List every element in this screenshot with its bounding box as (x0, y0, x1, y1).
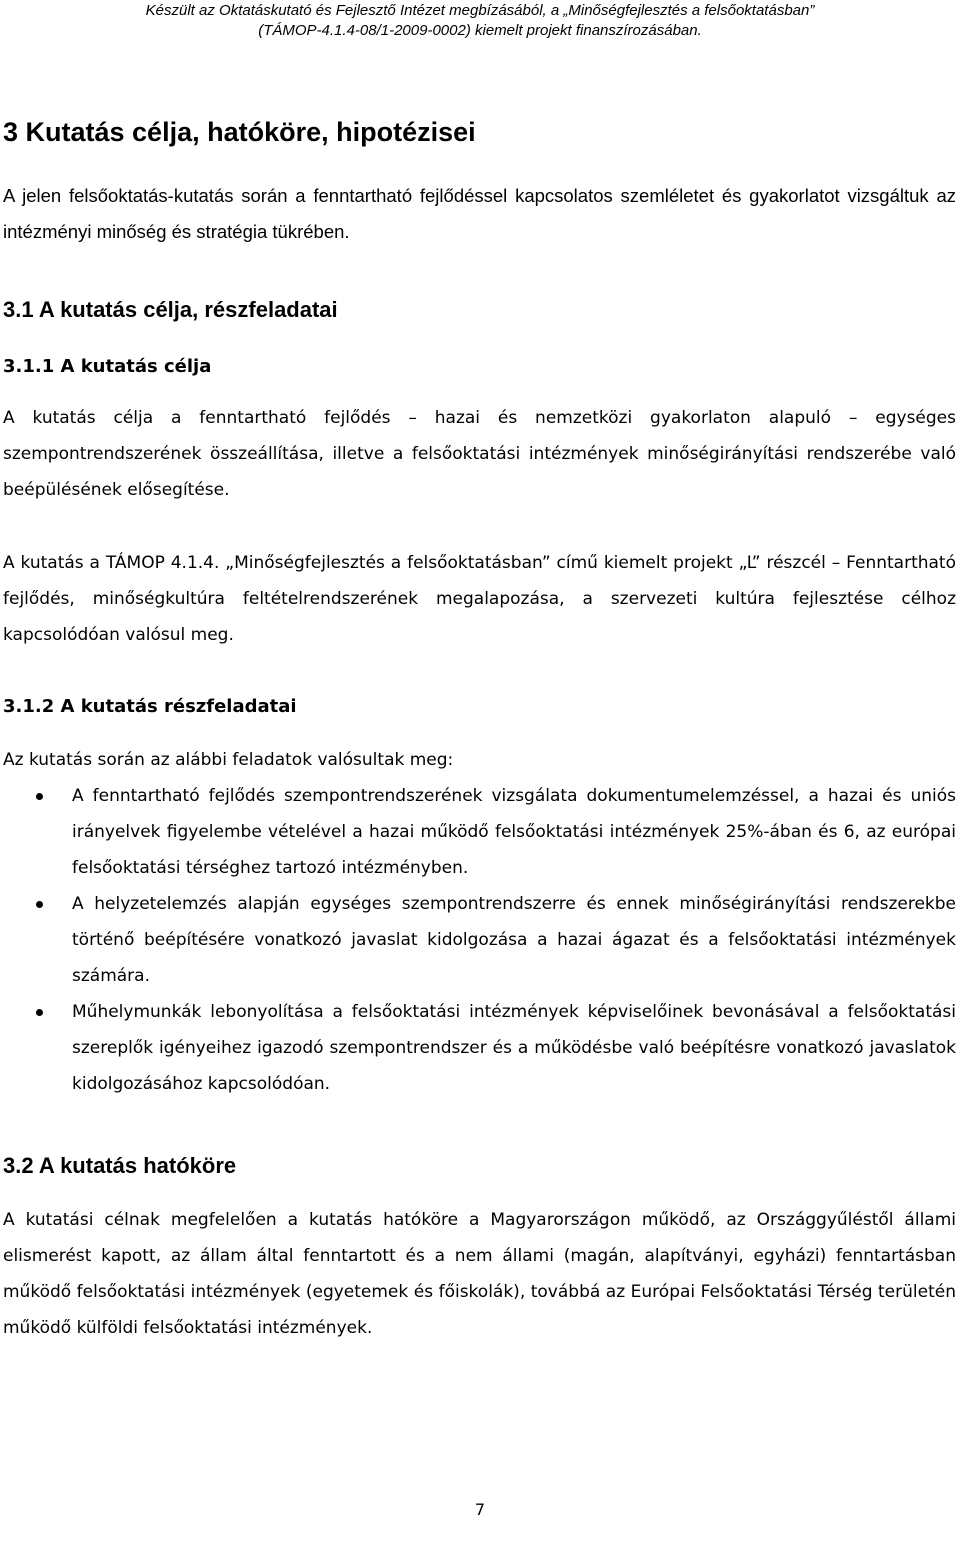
bullet-icon (36, 901, 43, 908)
section-3-1-1-paragraph-2: A kutatás a TÁMOP 4.1.4. „Minőségfejlesztés a felsőoktatásban” című kiemelt projekt „L” részcél – Fenntartható fejlődés, minőségkultúra feltételrendszerének megalapozása, a szervezeti kultúra fejlesztése célhoz kapcsolódóan valósul meg. (3, 553, 956, 645)
section-3-2-heading: 3.2 A kutatás hatóköre (3, 1153, 237, 1178)
section-3-1-2-heading: 3.1.2 A kutatás részfeladatai (3, 696, 297, 717)
page-number: 7 (474, 1500, 486, 1519)
section-3-intro: A jelen felsőoktatás-kutatás során a fenntartható fejlődéssel kapcsolatos szemléletet és gyakorlatot vizsgáltuk az intézményi minőség és stratégia tükrében. (3, 185, 956, 242)
section-3-1-1-heading: 3.1.1 A kutatás célja (3, 356, 212, 377)
header-line-1: Készült az Oktatáskutató és Fejlesztő Intézet megbízásából, a „Minőségfejlesztés a felsőoktatásban” (145, 2, 815, 19)
section-3-1-1-paragraph-1: A kutatás célja a fenntartható fejlődés – hazai és nemzetközi gyakorlaton alapuló – egységes szempontrendszerének összeállítása, illetve a felsőoktatási intézmények minőségirányítási rendszerébe való beépülésének elősegítése. (3, 408, 956, 500)
list-item-text: A fenntartható fejlődés szempontrendszerének vizsgálata dokumentumelemzéssel, a hazai és uniós irányelvek figyelembe vételével a hazai működő felsőoktatási intézmények 25%-ában és 6, az európai felsőoktatási térséghez tartozó intézményben. (72, 786, 956, 878)
section-3-2-paragraph: A kutatási célnak megfelelően a kutatás hatóköre a Magyarországon működő, az Országgyűléstől állami elismerést kapott, az állam által fenntartott és a nem állami (magán, alapítványi, egyházi) fenntartásban működő felsőoktatási intézmények (egyetemek és főiskolák), továbbá az Európai Felsőoktatási Térség területén működő külföldi felsőoktatási intézmények. (3, 1210, 956, 1338)
header-line-2: (TÁMOP-4.1.4-08/1-2009-0002) kiemelt projekt finanszírozásában. (258, 22, 702, 39)
list-item-text: Műhelymunkák lebonyolítása a felsőoktatási intézmények képviselőinek bevonásával a felsőoktatási szereplők igényeihez igazodó szempontrendszer és a működésbe való beépítésre vonatkozó javaslatok kidolgozásához kapcsolódóan. (72, 1002, 956, 1094)
list-item-text: A helyzetelemzés alapján egységes szempontrendszerre és ennek minőségirányítási rendszerekbe történő beépítésére vonatkozó javaslat kidolgozása a hazai ágazat és a felsőoktatási intézmények számára. (72, 894, 956, 986)
section-3-1-heading: 3.1 A kutatás célja, részfeladatai (3, 297, 338, 322)
section-3-1-2-intro: Az kutatás során az alábbi feladatok valósultak meg: (3, 750, 454, 770)
section-3-heading: 3 Kutatás célja, hatóköre, hipotézisei (3, 117, 476, 147)
bullet-icon (36, 793, 43, 800)
bullet-icon (36, 1009, 43, 1016)
